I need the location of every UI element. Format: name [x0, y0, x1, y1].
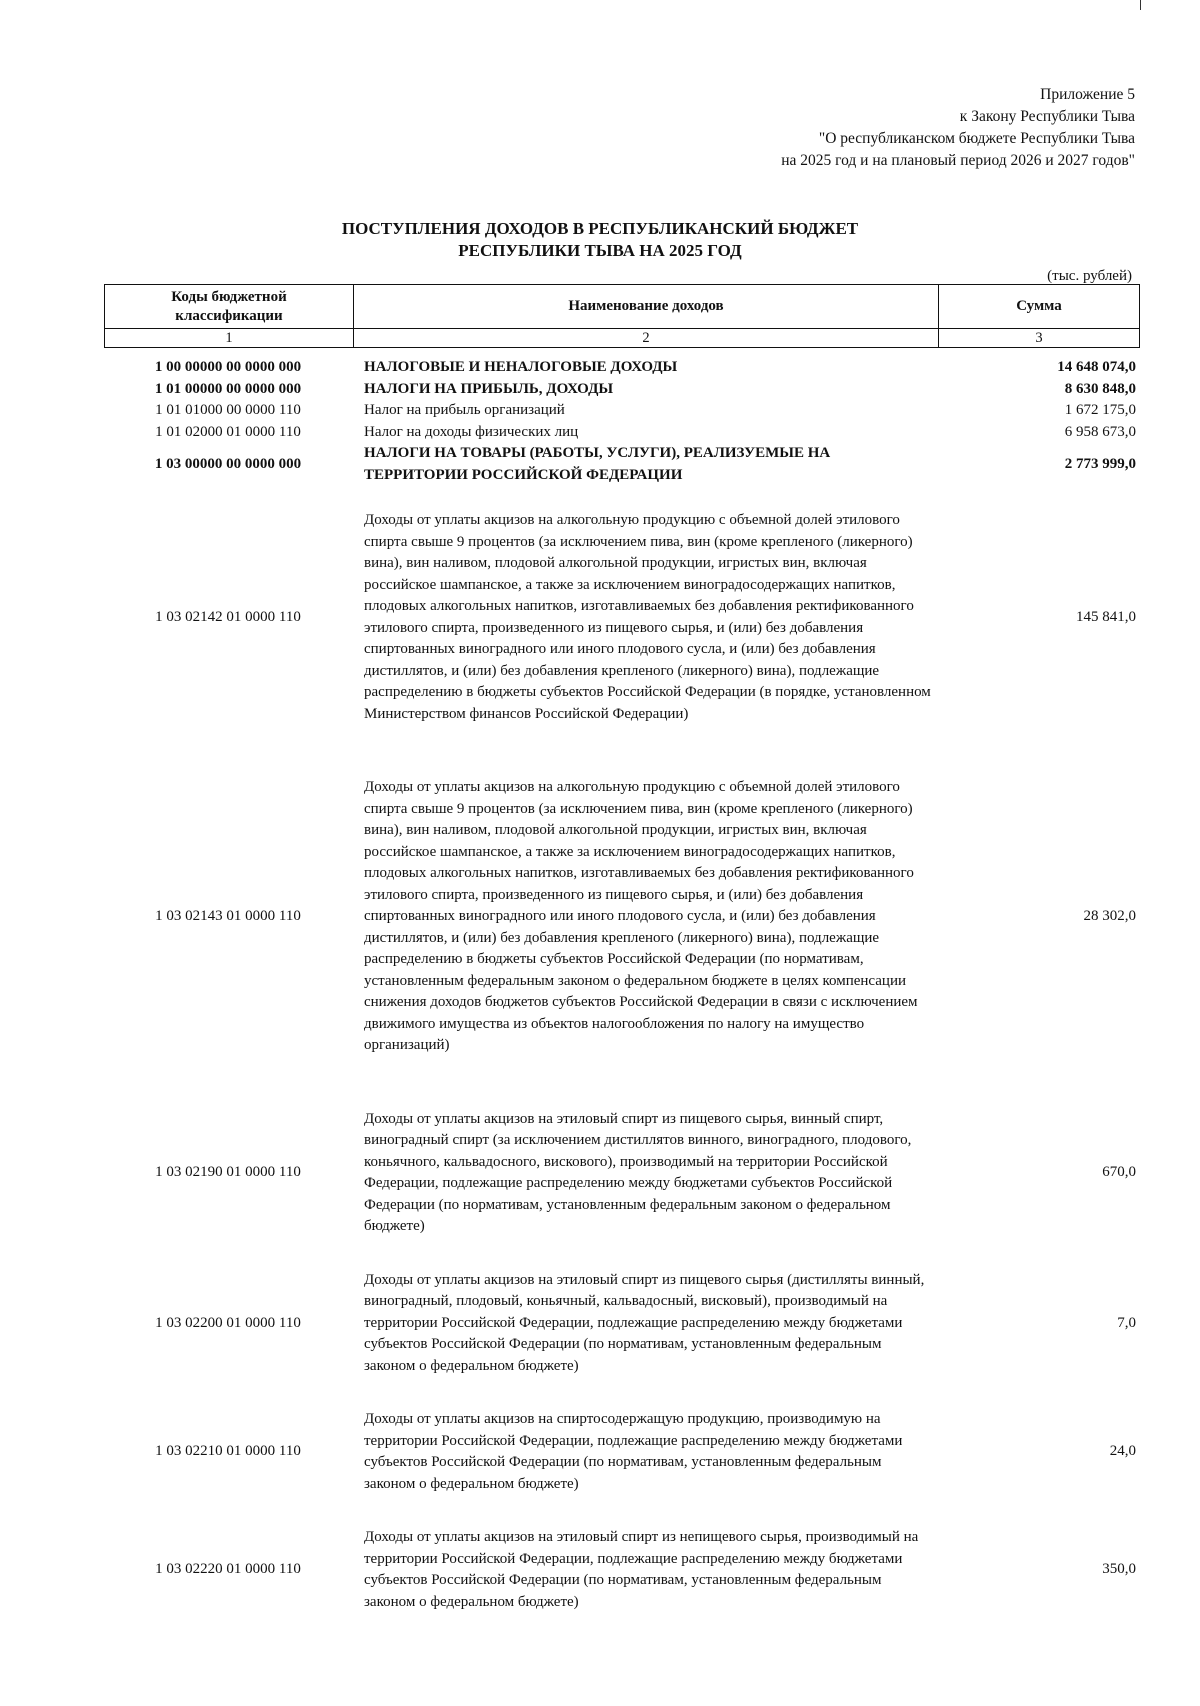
table-row — [104, 422, 1140, 444]
row-code: 1 03 02143 01 0000 110 — [155, 908, 301, 924]
row-code: 1 01 01000 00 0000 110 — [155, 402, 301, 418]
column-number-1: 1 — [105, 329, 354, 348]
row-sum: 28 302,0 — [1083, 908, 1136, 924]
row-sum: 24,0 — [1109, 1443, 1136, 1460]
appendix-header — [781, 84, 1135, 172]
row-name: Доходы от уплаты акцизов на этиловый спирт из пищевого сырья, винный спирт, виноградный спирт (за исключением дистиллятов винного, виноградного, плодового, коньячного, кальвадосного, вискового), производимый на территории Российской Федерации, подлежащие распределению между бюджетами субъектов Российской Федерации (по нормативам, установленным федеральным законом о федеральном бюджете) — [364, 1110, 912, 1234]
appendix-line-3: "О республиканском бюджете Республики Тыва — [818, 130, 1135, 147]
row-name: Доходы от уплаты акцизов на алкогольную продукцию с объемной долей этилового спирта свыше 9 процентов (за исключением пива, вин (кроме крепленого (ликерного) вина), вин наливом, плодовой алкогольной продукции, игристых вин, включая российское шампанское, а также за исключением виноградосодержащих напитков, плодовых алкогольных напитков, изготавливаемых без добавления ректификованного этилового спирта, произведенного из пищевого сырья, и (или) без добавления спиртованных виноградного или иного плодового сусла, и (или) без добавления дистиллятов, и (или) без добавления крепленого (ликерного) вина), подлежащие распределению в бюджеты субъектов Российской Федерации (в порядке, установленном Министерством финансов Российской Федерации) — [364, 512, 931, 722]
title-line-1: ПОСТУПЛЕНИЯ ДОХОДОВ В РЕСПУБЛИКАНСКИЙ БЮДЖЕТ — [341, 219, 859, 238]
row-sum: 1 672 175,0 — [1064, 402, 1136, 418]
row-code: 1 00 00000 00 0000 000 — [154, 359, 302, 375]
table-row — [104, 777, 1140, 1057]
table-row — [104, 1409, 1140, 1495]
table-row — [104, 357, 1140, 379]
table-row — [104, 1109, 1140, 1238]
table-header — [104, 284, 1140, 348]
row-name: НАЛОГОВЫЕ И НЕНАЛОГОВЫЕ ДОХОДЫ — [364, 359, 678, 375]
units-label: (тыс. рублей) — [1047, 268, 1132, 284]
title-line-2: РЕСПУБЛИКИ ТЫВА НА 2025 ГОД — [458, 241, 742, 260]
row-code: 1 03 00000 00 0000 000 — [154, 455, 302, 472]
row-sum: 14 648 074,0 — [1057, 359, 1136, 375]
row-sum: 7,0 — [1117, 1314, 1136, 1331]
row-code: 1 03 02210 01 0000 110 — [155, 1443, 301, 1460]
table-row — [104, 1527, 1140, 1613]
row-code: 1 01 00000 00 0000 000 — [154, 380, 302, 397]
table-row — [104, 510, 1140, 725]
row-name: НАЛОГИ НА ТОВАРЫ (РАБОТЫ, УСЛУГИ), РЕАЛИЗУЕМЫЕ НА ТЕРРИТОРИИ РОССИЙСКОЙ ФЕДЕРАЦИИ — [364, 445, 831, 483]
document-title — [0, 218, 1200, 262]
appendix-line-4: на 2025 год и на плановый период 2026 и 2027 годов" — [781, 152, 1135, 169]
header-codes — [105, 285, 354, 329]
row-sum: 6 958 673,0 — [1064, 423, 1136, 440]
row-sum: 350,0 — [1102, 1561, 1136, 1578]
column-number-3: 3 — [939, 329, 1140, 348]
table-body — [104, 357, 1140, 1613]
header-sum: Сумма — [939, 285, 1140, 329]
row-sum: 8 630 848,0 — [1064, 380, 1136, 397]
row-code: 1 01 02000 01 0000 110 — [155, 423, 301, 440]
column-number-2: 2 — [354, 329, 939, 348]
row-code: 1 03 02200 01 0000 110 — [155, 1314, 301, 1331]
header-codes-line-1: Коды бюджетной — [171, 288, 287, 305]
row-name: Налог на прибыль организаций — [364, 402, 565, 418]
row-name: НАЛОГИ НА ПРИБЫЛЬ, ДОХОДЫ — [364, 380, 614, 397]
page-edge-mark — [1140, 0, 1141, 10]
header-codes-line-2: классификации — [175, 307, 283, 324]
row-code: 1 03 02142 01 0000 110 — [155, 608, 301, 625]
table-row — [104, 379, 1140, 401]
row-code: 1 03 02220 01 0000 110 — [155, 1561, 301, 1578]
row-name: Доходы от уплаты акцизов на этиловый спирт из непищевого сырья, производимый на территории Российской Федерации, подлежащие распределению между бюджетами субъектов Российской Федерации (по нормативам, установленным федеральным законом о федеральном бюджете) — [364, 1529, 919, 1610]
row-sum: 2 773 999,0 — [1064, 455, 1136, 472]
row-sum: 145 841,0 — [1076, 608, 1136, 625]
header-name: Наименование доходов — [354, 285, 939, 329]
table-row — [104, 443, 1140, 486]
table-row — [104, 1270, 1140, 1378]
appendix-line-2: к Закону Республики Тыва — [959, 108, 1135, 125]
table-row — [104, 400, 1140, 422]
row-name: Доходы от уплаты акцизов на спиртосодержащую продукцию, производимую на территории Российской Федерации, подлежащие распределению между бюджетами субъектов Российской Федерации (по нормативам, установленным федеральным законом о федеральном бюджете) — [364, 1411, 903, 1492]
appendix-line-1: Приложение 5 — [1040, 86, 1135, 103]
row-sum: 670,0 — [1102, 1164, 1136, 1181]
row-code: 1 03 02190 01 0000 110 — [155, 1164, 301, 1181]
row-name: Доходы от уплаты акцизов на этиловый спирт из пищевого сырья (дистилляты винный, виноградный, плодовый, коньячный, кальвадосный, висковый), производимый на территории Российской Федерации, подлежащие распределению между бюджетами субъектов Российской Федерации (по нормативам, установленным федеральным законом о федеральном бюджете) — [364, 1271, 925, 1374]
row-name: Доходы от уплаты акцизов на алкогольную продукцию с объемной долей этилового спирта свыше 9 процентов (за исключением пива, вин (кроме крепленого (ликерного) вина), вин наливом, плодовой алкогольной продукции, игристых вин, включая российское шампанское, а также за исключением виноградосодержащих напитков, плодовых алкогольных напитков, изготавливаемых без добавления ректификованного этилового спирта, произведенного из пищевого сырья, и (или) без добавления спиртованных виноградного или иного плодового сусла, и (или) без добавления дистиллятов, и (или) без добавления крепленого (ликерного) вина), подлежащие распределению в бюджеты субъектов Российской Федерации (по нормативам, установленным федеральным законом о федеральном бюджете в целях компенсации снижения доходов бюджетов субъектов Российской Федерации в связи с исключением движимого имущества из объектов налогообложения по налогу на имущество организаций) — [364, 779, 918, 1053]
row-name: Налог на доходы физических лиц — [364, 423, 579, 440]
